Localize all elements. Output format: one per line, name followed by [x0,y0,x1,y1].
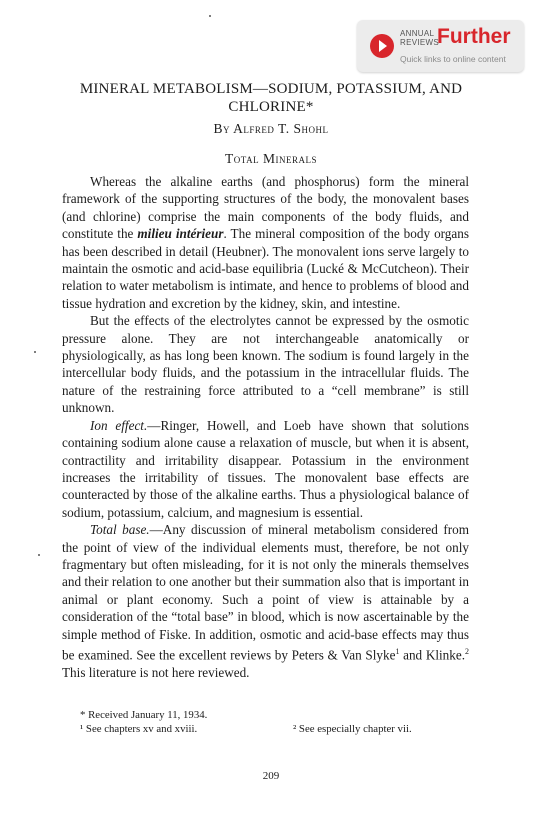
milieu-interieur-emphasis: milieu intérieur [137,226,224,242]
paragraph-1 [62,173,469,312]
quick-links-text[interactable]: Quick links to online content [400,54,506,64]
paragraph-ion-effect [62,417,469,521]
reviews-text: REVIEWS [400,38,439,47]
footnote-1: ¹ See chapters xv and xviii. [80,723,198,735]
title-line-2: CHLORINE* [228,99,314,115]
footnote-row [62,722,469,736]
footnote-received: * Received January 11, 1934. [80,709,208,721]
title-line-1: MINERAL METABOLISM—SODIUM, POTASSIUM, AND [79,81,463,97]
paragraph-1-text-a: Whereas the alkaline earths (and phosphorus) form the mineral framework of the supporting structures of the body, the monovalent bases (and chlorine) comprise the main components of the body fluids, and constitute the [62,174,469,242]
paragraph-1-text-b: . The mineral composition of the body organs has been described in detail (Heubner). The monovalent ions serve largely to maintain the osmotic and acid-base equilibria (Lucké & McCutcheon). Their relation to water metabolism is intimate, and hence to problems of blood and tissue hydration and excretion by the kidney, skin, and intestine. [62,226,469,311]
ion-effect-text: —Ringer, Howell, and Loeb have shown that solutions containing sodium alone cause a relaxation of muscle, but when it is absent, contractility and irritability disappear. Potassium in the environment increases the irritability of tissues. The monovalent base effects are counteracted by those of the alkaline earths. Thus a physiological balance of sodium, potassium, calcium, and magnesium is essential. [62,417,470,520]
footnote-2: ² See especially chapter vii. [293,723,412,735]
total-base-text-mid: and Klinke. [399,647,466,663]
article-title [56,80,486,116]
paragraph-total-base [62,521,469,681]
footnotes [62,708,469,736]
ion-effect-run-in: Ion effect. [90,417,148,433]
footnote-ref-2[interactable]: 2 [465,646,470,656]
speck-mark [34,351,36,353]
section-heading: Total Minerals [225,151,317,166]
annual-reviews-label [400,29,439,47]
total-base-text: —Any discussion of mineral metabolism considered from the point of view of the individual elements must, therefore, be not only fragmentary but often misleading, for it is not only the minerals themselves and their relation to one another but their summation also that is important in animal or plant economy. Such a point of view is attainable by a consideration of the “total base” in blood, which is now ascertainable by the simple method of Fiske. In addition, osmotic and acid-base effects may thus be examined. See the excellent reviews by Peters & Van Slyke [62,522,469,663]
article-body [62,173,469,681]
annual-text: ANNUAL [400,29,435,38]
page-number: 209 [262,770,280,782]
author-line: By Alfred T. Shohl [213,121,329,136]
paragraph-2 [62,312,469,416]
paragraph-2-text: But the effects of the electrolytes cannot be expressed by the osmotic pressure alone. They are not interchangeable anatomically or physiologically, as has long been known. The sodium is found largely in the intercellular body fluids, and the potassium in the intracellular fluids. The nature of the restraining force attributed to a “cell membrane” is still unknown. [62,313,469,416]
total-base-text-tail: This literature is not here reviewed. [62,664,250,680]
total-base-run-in: Total base. [90,522,150,538]
further-logo-text: Further [437,25,511,48]
speck-mark [38,554,40,556]
speck-mark [209,15,211,17]
annual-reviews-further-banner[interactable] [357,20,524,72]
footnote-ref-1[interactable]: 1 [395,646,400,656]
further-arrow-icon [370,34,394,58]
